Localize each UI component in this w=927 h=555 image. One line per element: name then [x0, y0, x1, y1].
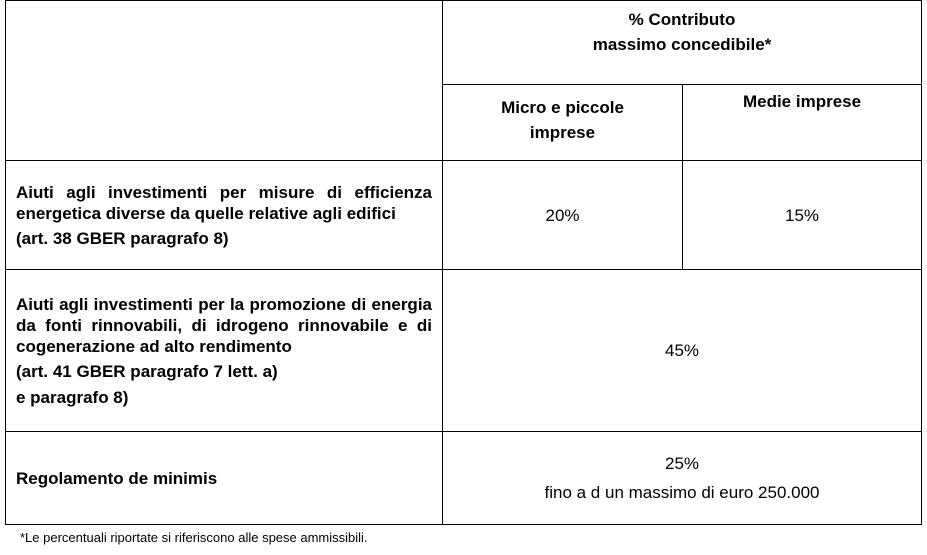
row-energy-efficiency-small-value: 20%: [443, 161, 683, 270]
footnote: *Le percentuali riportate si riferiscono alle spese ammissibili.: [20, 530, 368, 545]
contribution-table: [5, 0, 922, 525]
header-empty-cell: [6, 1, 443, 161]
header-main-line2: massimo concedibile*: [592, 35, 772, 54]
row-renewables-reference-line1: (art. 41 GBER paragrafo 7 lett. a): [16, 361, 278, 381]
row-renewables-description: Aiuti agli investimenti per la promozione di energia da fonti rinnovabili, di idrogeno rinnovabile e di cogenerazione ad alto rendimento: [16, 294, 432, 356]
header-small-line2: imprese: [529, 123, 596, 142]
row-renewables-reference-line2: e paragrafo 8): [16, 387, 129, 407]
header-micro-small-enterprises: [443, 85, 683, 161]
row-de-minimis-label: Regolamento de minimis: [6, 432, 443, 525]
header-small-line1: Micro e piccole: [501, 98, 624, 117]
header-main-line1: % Contributo: [628, 10, 736, 29]
row-renewables-label: [6, 270, 443, 432]
row-energy-efficiency-label: [6, 161, 443, 270]
row-renewables-value: 45%: [443, 270, 922, 432]
row-de-minimis-percent: 25%: [664, 454, 700, 473]
row-energy-efficiency-reference: (art. 38 GBER paragrafo 8): [16, 228, 229, 248]
header-medium-label: Medie imprese: [742, 92, 862, 111]
header-max-contribution: [443, 1, 922, 85]
row-de-minimis-cap: fino a d un massimo di euro 250.000: [544, 483, 820, 502]
row-energy-efficiency-description: Aiuti agli investimenti per misure di efficienza energetica diverse da quelle relative agli edifici: [16, 182, 432, 223]
row-energy-efficiency-medium-value: 15%: [683, 161, 922, 270]
row-de-minimis-value: [443, 432, 922, 525]
header-medium-enterprises: [683, 85, 922, 161]
